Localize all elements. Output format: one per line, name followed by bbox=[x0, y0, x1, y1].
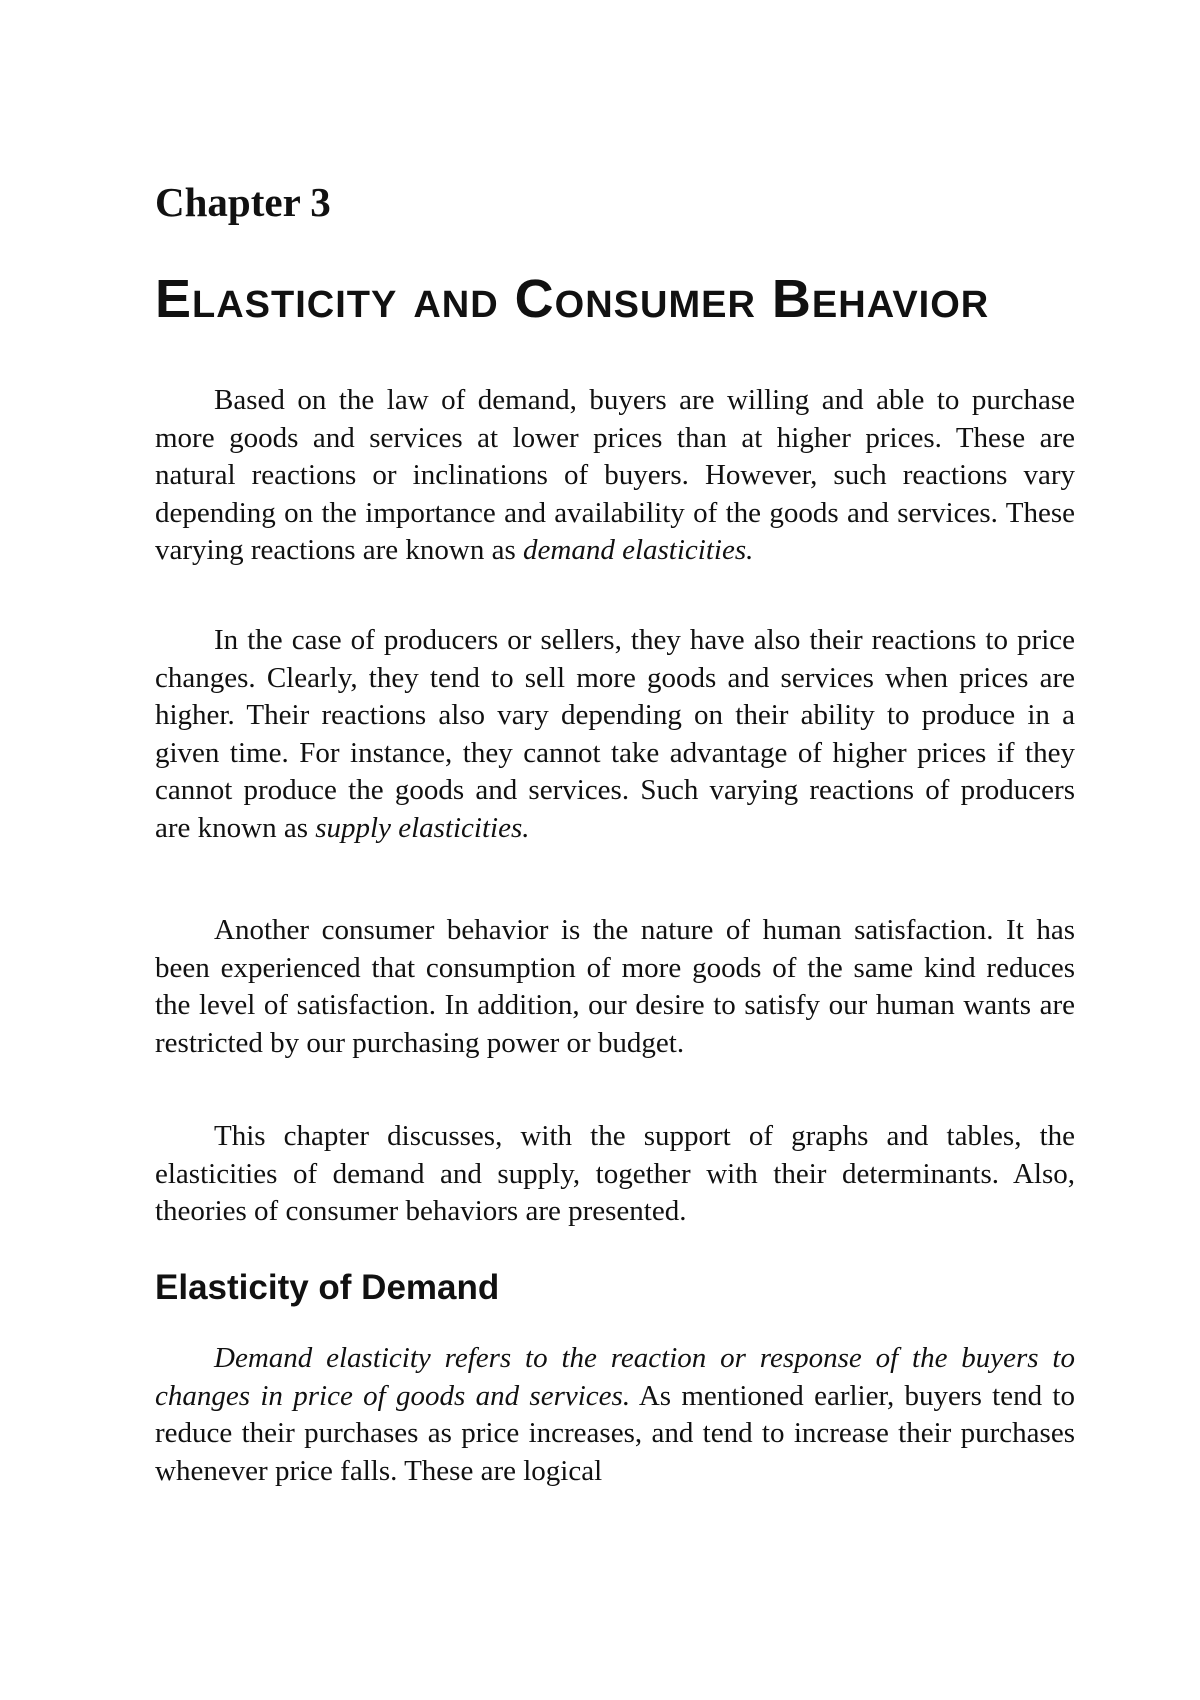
paragraph-demand-elasticities bbox=[155, 382, 1075, 570]
chapter-label: Chapter 3 bbox=[155, 179, 331, 225]
paragraph-text: Based on the law of demand, buyers are willing and able to purchase more goods and services at lower prices than at higher prices. These are natural reactions or inclinations of buyers. However, such reactions vary depending on the importance and availability of the goods and services. These varying reactions are known as bbox=[155, 384, 1075, 566]
paragraph-chapter-overview: This chapter discusses, with the support of graphs and tables, the elasticities of demand and supply, together with their determinants. Also, theories of consumer behaviors are presented. bbox=[155, 1120, 1075, 1227]
paragraph-text: As mentioned earlier, buyers tend to reduce their purchases as price increases, and tend to increase their purchases whenever price falls. These are logical bbox=[155, 1379, 1075, 1487]
paragraph-human-satisfaction: Another consumer behavior is the nature of human satisfaction. It has been experienced that consumption of more goods of the same kind reduces the level of satisfaction. In addition, our desire to satisfy our human wants are restricted by our purchasing power or budget. bbox=[155, 914, 1075, 1059]
section-heading-elasticity-of-demand: Elasticity of Demand bbox=[155, 1268, 500, 1307]
chapter-title: Elasticity and Consumer Behavior bbox=[155, 269, 990, 329]
term-demand-elasticities: demand elasticities. bbox=[523, 534, 754, 566]
paragraph-text: In the case of producers or sellers, they have also their reactions to price changes. Clearly, they tend to sell more goods and services when prices are higher. Their reactions also vary depending on their ability to produce in a given time. For instance, they cannot take advantage of higher prices if they cannot produce the goods and services. Such varying reactions of producers are known as bbox=[155, 624, 1075, 844]
term-supply-elasticities: supply elasticities. bbox=[315, 811, 530, 844]
paragraph-supply-elasticities bbox=[155, 622, 1075, 847]
definition-demand-elasticity: Demand elasticity refers to the reaction or response of the buyers to changes in price of goods and services. bbox=[155, 1342, 1075, 1412]
paragraph-demand-elasticity-definition bbox=[155, 1340, 1075, 1490]
